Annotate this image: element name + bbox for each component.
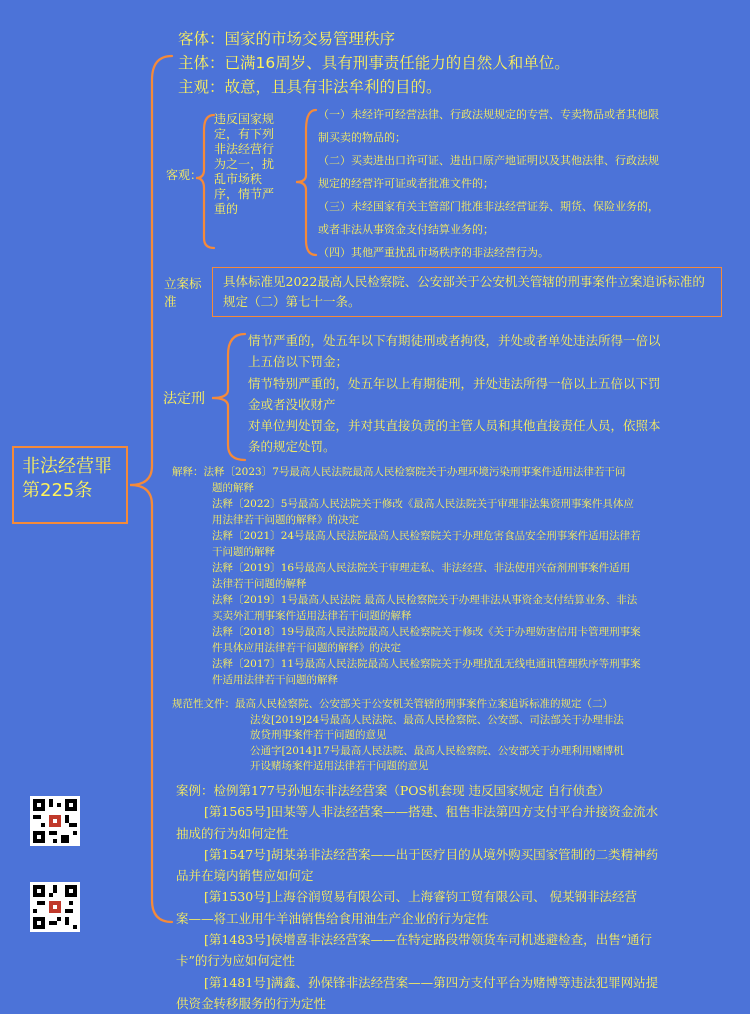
- jieshi-line: 法释〔2023〕7号最高人民法院最高人民检察院关于办理环境污染刑事案件适用法律若干问: [203, 466, 626, 478]
- keguan-item: 规定的经营许可证或者批准文件的；: [318, 177, 494, 190]
- zhuti-text: 主体：已满16周岁、具有刑事责任能力的自然人和单位。: [178, 54, 570, 72]
- jieshi-line: 件适用法律若干问题的解释: [212, 674, 338, 686]
- jieshi-line: 法释〔2018〕19号最高人民法院最高人民检察院关于修改《关于办理妨害信用卡管理刑事案: [212, 626, 641, 638]
- lian-label: 立案标准: [164, 276, 202, 309]
- guifan-line: 开设赌场案件适用法律若干问题的意见: [250, 760, 429, 772]
- fading-line: 金或者没收财产: [248, 396, 336, 412]
- fading-line: 情节特别严重的，处五年以上有期徒刑，并处违法所得一倍以上五倍以下罚: [248, 375, 661, 391]
- fading-text: [248, 330, 718, 458]
- guifan-head: 规范性文件：最高人民检察院、公安部关于公安机关管辖的刑事案件立案追诉标准的规定（二）: [172, 698, 613, 710]
- jieshi-section: [172, 464, 722, 688]
- fading-line: 对单位判处罚金，并对其直接负责的主管人员和其他直接责任人员，依照本: [248, 418, 661, 434]
- anli-line: [第1481号]满鑫、孙保锋非法经营案——第四方支付平台为赌博等违法犯罪网站提: [204, 974, 659, 990]
- keguan-description: 违反国家规定，有下列非法经营行为之一，扰乱市场秩序，情节严重的: [214, 112, 275, 216]
- anli-section: [176, 780, 724, 1014]
- fading-line: 上五倍以下罚金；: [248, 354, 349, 370]
- lian-standard-text: 具体标准见2022最高人民检察院、公安部关于公安机关管辖的刑事案件立案追诉标准的规定（二）第七十一条。: [223, 274, 705, 309]
- jieshi-line: 法释〔2019〕1号最高人民法院 最高人民检察院关于办理非法从事资金支付结算业务、非法: [212, 594, 638, 606]
- guifan-section: [172, 697, 722, 775]
- jieshi-line: 题的解释: [212, 482, 254, 494]
- lian-standard-box: [212, 267, 722, 317]
- jieshi-head: 解释：: [172, 466, 204, 478]
- anli-line: [第1530号]上海谷润贸易有限公司、上海睿钧工贸有限公司、 倪某钢非法经营: [204, 889, 638, 905]
- qr-code-icon: [30, 796, 80, 846]
- keguan-item: （三）未经国家有关主管部门批准非法经营证券、期货、保险业务的，: [318, 200, 659, 213]
- jieshi-line: 用法律若干问题的解释》的决定: [212, 514, 359, 526]
- anli-line: 案——将工业用牛羊油销售给食用油生产企业的行为定性: [176, 910, 489, 926]
- keguan-item: （一）未经许可经营法律、行政法规规定的专营、专卖物品或者其他限: [318, 108, 659, 121]
- jieshi-line: 法释〔2022〕5号最高人民法院关于修改《最高人民法院关于审理非法集资刑事案件具体应: [212, 498, 634, 510]
- qr-code-icon: [30, 882, 80, 932]
- keguan-item: 或者非法从事资金支付结算业务的；: [318, 223, 494, 236]
- root-title-line1: 非法经营罪: [22, 456, 112, 477]
- root-node-box: [12, 446, 128, 524]
- anli-head: 案例：检例第177号孙旭东非法经营案（POS机套现 违反国家规定 自行侦查）: [176, 783, 611, 798]
- jieshi-line: 法律若干问题的解释: [212, 578, 307, 590]
- anli-line: 抽成的行为如何定性: [176, 825, 289, 841]
- anli-line: 卡”的行为应如何定性: [176, 953, 295, 969]
- fading-line: 条的规定处罚。: [248, 439, 336, 455]
- keguan-label: 客观：: [166, 168, 203, 182]
- jieshi-line: 法释〔2021〕24号最高人民法院最高人民检察院关于办理危害食品安全刑事案件适用法律若: [212, 530, 641, 542]
- guifan-line: 放贷刑事案件若干问题的意见: [250, 729, 387, 741]
- jieshi-line: 干问题的解释: [212, 546, 275, 558]
- keguan-item: （四）其他严重扰乱市场秩序的非法经营行为。: [318, 246, 549, 259]
- fading-line: 情节严重的，处五年以下有期徒刑或者拘役，并处或者单处违法所得一倍以: [248, 333, 661, 348]
- zhuguan-text: 主观：故意，且具有非法牟利的目的。: [178, 78, 442, 96]
- jieshi-line: 件具体应用法律若干问题的解释》的决定: [212, 642, 401, 654]
- root-title-line2: 第225条: [22, 480, 93, 501]
- guifan-line: 法发[2019]24号最高人民法院、最高人民检察院、公安部、司法部关于办理非法: [250, 713, 624, 726]
- guifan-line: 公通字[2014]17号最高人民法院、最高人民检察院、公安部关于办理利用赌博机: [250, 744, 624, 757]
- anli-line: [第1565号]田某等人非法经营案——搭建、租售非法第四方支付平台并接资金流水: [204, 804, 659, 820]
- keti-text: 客体：国家的市场交易管理秩序: [178, 30, 396, 48]
- fading-label: 法定刑: [163, 391, 205, 407]
- anli-line: 品并在境内销售应如何定: [176, 868, 314, 884]
- jieshi-line: 买卖外汇刑事案件适用法律若干问题的解释: [212, 610, 412, 622]
- keguan-item: （二）买卖进出口许可证、进出口原产地证明以及其他法律、行政法规: [318, 154, 659, 167]
- jieshi-line: 法释〔2019〕16号最高人民法院关于审理走私、非法经营、非法使用兴奋剂刑事案件适用: [212, 562, 631, 574]
- keguan-item: 制买卖的物品的；: [318, 131, 406, 144]
- anli-line: [第1547号]胡某弟非法经营案——出于医疗目的从境外购买国家管制的二类精神药: [204, 846, 659, 862]
- anli-line: 供资金转移服务的行为定性: [176, 995, 327, 1011]
- jieshi-line: 法释〔2017〕11号最高人民法院最高人民检察院关于办理扰乱无线电通讯管理秩序等刑事案: [212, 658, 641, 670]
- anli-line: [第1483号]侯增喜非法经营案——在特定路段带领货车司机逃避检查，出售“通行: [204, 932, 652, 948]
